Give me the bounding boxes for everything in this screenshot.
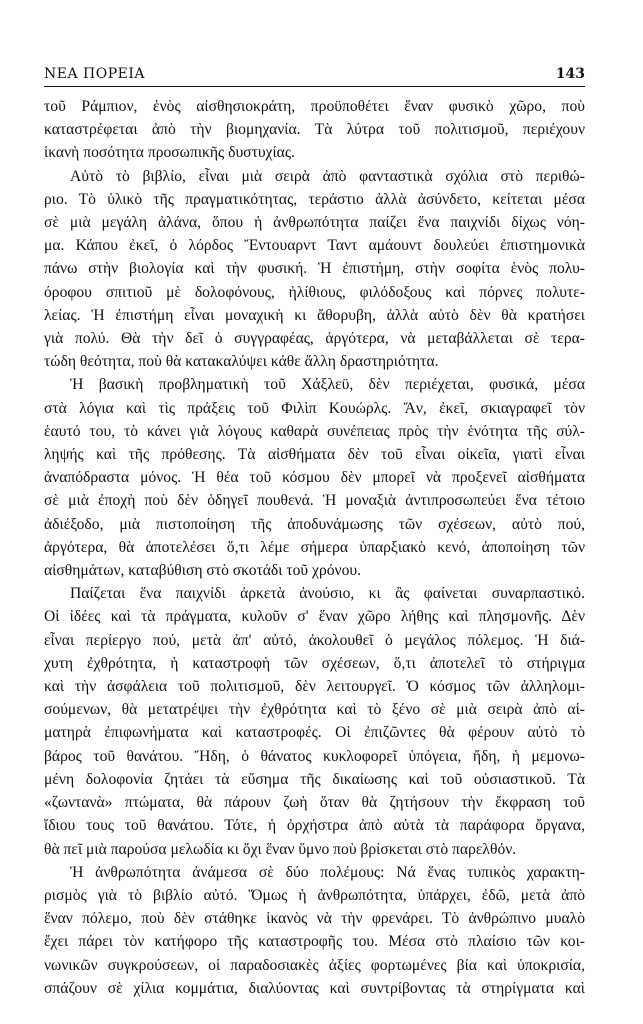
text-line: τώδη θεότητα, ποὺ θὰ κατακαλύψει κάθε ἄλλη δραστηριότητα. xyxy=(44,353,439,371)
text-line: πάνω στὴν βιολογία καὶ τὴν φυσική. Ἡ ἐπιστήμη, στὴν σοφίτα ἑνὸς πολυ- xyxy=(44,260,585,278)
paragraph xyxy=(44,373,585,582)
text-line: «ζωντανὰ» πτώματα, θὰ πάρουν ζωὴ ὅταν θὰ ζητήσουν τὴν ἔκφραση τοῦ xyxy=(44,794,585,812)
text-line: όροφου σπιτιοῦ μὲ δολοφόνους, ἠλίθιους, φιλόδοξους καὶ πόρνες πολυτε- xyxy=(44,283,585,301)
text-line: ἱκανὴ ποσότητα προσωπικῆς δυστυχίας. xyxy=(44,144,295,162)
text-line: σπάζουν σὲ χίλια κομμάτια, διαλύοντας καὶ συντρίβοντας τὰ στηρίγματα καὶ xyxy=(44,979,585,997)
text-line: Παίζεται ἕνα παιχνίδι ἀρκετὰ ἀνούσιο, κι ἂς φαίνεται συναρπαστικό. xyxy=(70,585,585,603)
text-line: ἔχει πάρει τὸν κατήφορο τῆς καταστροφῆς του. Μέσα στὸ πλαίσιο τῶν κοι- xyxy=(44,933,585,951)
text-line: Οἱ ἰδέες καὶ τὰ πράγματα, κυλοῦν σ' ἕναν χῶρο λήθης καὶ πλησμονῆς. Δὲν xyxy=(44,608,585,626)
page-number: 143 xyxy=(555,66,585,82)
text-line: μα. Κάπου ἐκεῖ, ὁ λόρδος Ἔντουαρντ Ταντ αμάουντ δουλεύει ἐπιστημονικὰ xyxy=(44,237,585,255)
text-line: νωνικῶν συγκρούσεων, οἱ παραδοσιακὲς ἀξίες φορτωμένες βία καὶ ὑποκρισία, xyxy=(44,956,585,974)
text-line: καὶ τὴν ἀσφάλεια τοῦ πολιτισμοῦ, δὲν λειτουργεῖ. Ὁ κόσμος τῶν ἀλληλομι- xyxy=(44,678,585,696)
text-line: Ἡ ἀνθρωπότητα ἀνάμεσα σὲ δύο πολέμους: Νά ἕνας τυπικὸς χαρακτη- xyxy=(70,863,585,881)
text-line: καταστρέφεται ἀπὸ τὴν βιομηχανία. Τὰ λύτρα τοῦ πολιτισμοῦ, περιέχουν xyxy=(44,121,585,139)
text-line: ριο. Τὸ ὑλικὸ τῆς πραγματικότητας, τεράστιο ἀλλὰ ἀσύνδετο, κείτεται μέσα xyxy=(44,190,585,208)
text-line: σούμενων, θὰ μετατρέψει τὴν ἐχθρότητα καὶ τὸ ξένο σὲ μιὰ σειρὰ ἀπὸ αἱ- xyxy=(44,701,585,719)
text-line: ματηρὰ ἐπιφωνήματα καὶ καταστροφές. Οἱ ἐπιζῶντες θὰ φέρουν αὐτὸ τὸ xyxy=(44,724,585,742)
text-line: ἴδιου τους τοῦ θανάτου. Τότε, ἡ ὀρχήστρα ἀπὸ αὐτὰ τὰ παράφορα ὄργανα, xyxy=(44,817,585,835)
text-line: ἕναν πόλεμο, ποὺ δὲν στάθηκε ἱκανὸς νὰ τὴν φρενάρει. Τὸ ἀνθρώπινο μυαλὸ xyxy=(44,910,585,928)
text-line: τοῦ Ράμπιον, ἑνὸς αἰσθησιοκράτη, προϋποθέτει ἕναν φυσικὸ χῶρο, ποὺ xyxy=(44,98,585,115)
text-line: σὲ μιὰ ἐποχὴ ποὺ δὲν ὁδηγεῖ πουθενά. Ἡ μοναξιὰ ἀντιπροσωπεύει ἕνα τέτοιο xyxy=(44,492,585,510)
text-line: ρισμὸς γιὰ τὸ βιβλίο αὐτό. Ὅμως ἡ ἀνθρωπότητα, ὑπάρχει, ἐδῶ, μετὰ ἀπὸ xyxy=(44,886,585,904)
text-line: βάρος τοῦ θανάτου. Ἤδη, ὁ θάνατος κυκλοφορεῖ ὑπόγεια, ἤδη, ἡ μεμονω- xyxy=(44,747,585,765)
text-line: μένη δολοφονία ζητάει τὰ εὔσημα τῆς δικαίωσης καὶ τοῦ οὐσιαστικοῦ. Τὰ xyxy=(44,770,585,788)
text-line: αἰσθημάτων, καταβύθιση στὸ σκοτάδι τοῦ χρόνου. xyxy=(44,562,362,580)
text-line: Αὐτὸ τὸ βιβλίο, εἶναι μιὰ σειρὰ ἀπὸ φανταστικὰ σχόλια στὸ περιθώ- xyxy=(70,167,585,185)
text-line: ἀναπόδραστα μόνος. Ἡ θέα τοῦ κόσμου δὲν μπορεῖ νὰ προξενεῖ αἰσθήματα xyxy=(44,469,585,487)
running-header xyxy=(44,56,585,87)
text-line: ἑαυτό του, τὸ κάνει γιὰ λόγους καθαρὰ συνέπειας πρὸς τὴν ἑνότητα τῆς σύλ- xyxy=(44,422,585,440)
text-line: θὰ πεῖ μιὰ παρούσα μελωδία κι ὄχι ἕναν ὕμνο ποὺ βρίσκεται στὸ παρελθόν. xyxy=(44,840,517,858)
text-line: στὰ λόγια καὶ τὶς πράξεις τοῦ Φιλὶπ Κουώρλς. Ἄν, ἐκεῖ, σκιαγραφεῖ τὸν xyxy=(44,399,585,417)
text-line: εἶναι περίεργο πού, μετὰ ἀπ' αὐτό, ἀκολουθεῖ ὁ μεγάλος πόλεμος. Ἡ διά- xyxy=(44,631,585,649)
paragraph xyxy=(44,95,585,165)
text-line: χυτη ἐχθρότητα, ἡ καταστροφὴ τῶν σχέσεων, ὅ,τι ἀποτελεῖ τὸ στήριγμα xyxy=(44,654,585,672)
text-line: λείας. Ἡ ἐπιστήμη εἶναι μοναχικὴ κι ἄθορυβη, ἀλλὰ αὐτὸ δὲν θὰ κρατήσει xyxy=(44,306,585,324)
text-line: ἀδιέξοδο, μιὰ πιστοποίηση τῆς ἀποδυνάμωσης τῶν σχέσεων, αὐτὸ πού, xyxy=(44,515,585,533)
paragraph xyxy=(44,165,585,374)
text-line: ἀργότερα, θὰ ἀποτελέσει ὅ,τι λέμε σήμερα ὑπαρξιακὸ κενό, ἀποποίηση τῶν xyxy=(44,538,585,556)
paragraph xyxy=(44,582,585,860)
body-text xyxy=(44,95,585,1000)
text-line: γιὰ πολύ. Θὰ τὴν δεῖ ὁ συγγραφέας, ἀργότερα, νὰ μεταβάλλεται σὲ τερα- xyxy=(44,330,585,348)
text-line: σὲ μιὰ μεγάλη ἀλάνα, ὅπου ἡ ἀνθρωπότητα παίζει ἕνα παιχνίδι δίχως νόη- xyxy=(44,214,585,232)
book-title: ΝΕΑ ΠΟΡΕΙΑ xyxy=(44,66,145,82)
paragraph xyxy=(44,861,585,1000)
text-line: ληψής καὶ τῆς πρόθεσης. Τὰ αἰσθήματα δὲν τοῦ εἶναι οἰκεῖα, γιατὶ εἶναι xyxy=(44,446,585,464)
text-line: Ἡ βασικὴ προβληματικὴ τοῦ Χάξλεϋ, δὲν περιέχεται, φυσικά, μέσα xyxy=(70,376,585,394)
